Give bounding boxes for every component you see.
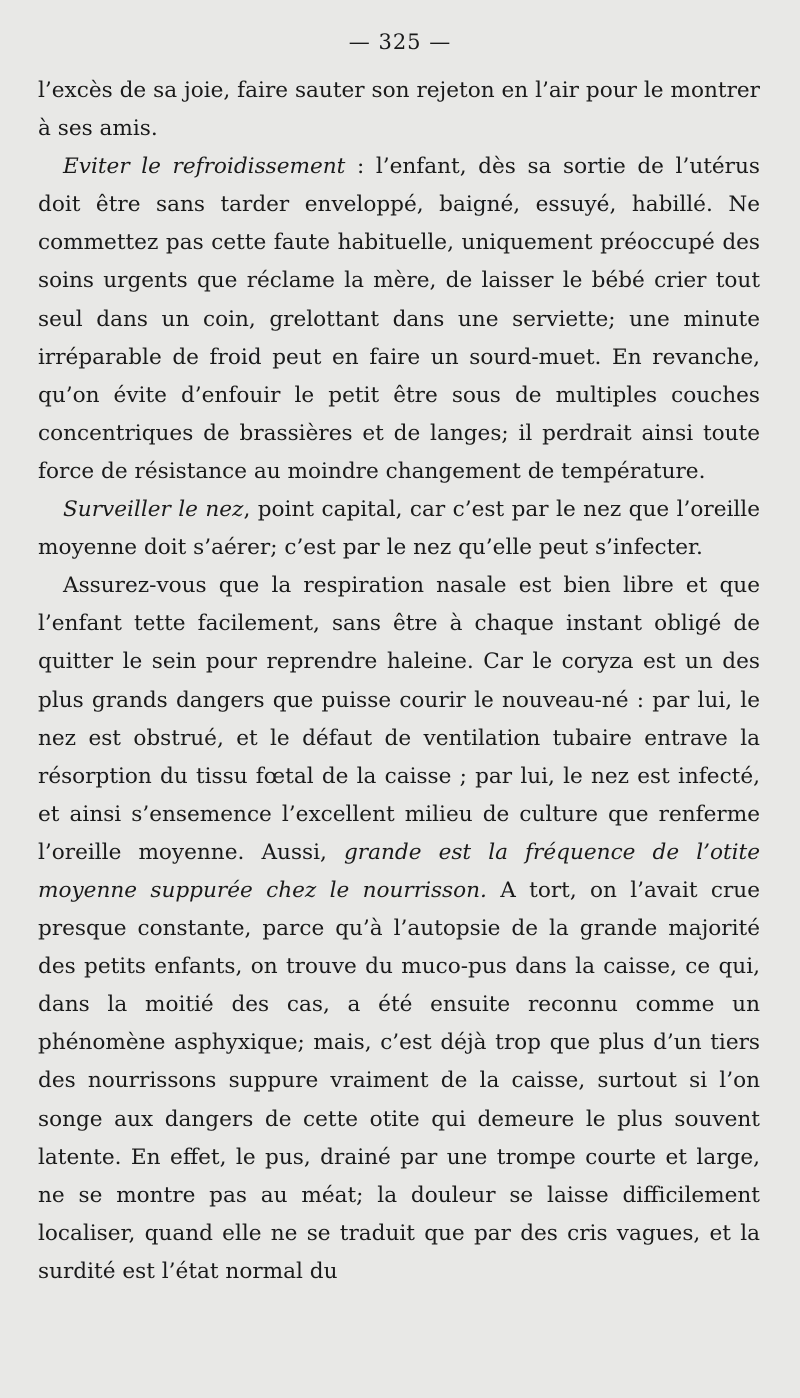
paragraph bbox=[38, 491, 760, 567]
paragraph-text: Assurez-vous que la respiration nasale est bien libre et que l’enfant tette facilement, sans être à chaque instant obligé de quitter le sein pour reprendre haleine. Car le coryza est un des plus grands dangers que puisse courir le nouveau-né : par lui, le nez est obstrué, et le défaut de ventilation tubaire entrave la résorption du tissu fœtal de la caisse ; par lui, le nez est infecté, et ainsi s’ensemence l’excellent milieu de culture que renferme l’oreille moyenne. Aussi, bbox=[38, 573, 760, 865]
page-number: — 325 — bbox=[348, 30, 452, 54]
paragraph-text: l’excès de sa joie, faire sauter son rejeton en l’air pour le montrer à ses amis. bbox=[38, 78, 760, 142]
paragraph bbox=[38, 72, 760, 148]
paragraph-text: A tort, on l’avait crue presque constante, parce qu’à l’autopsie de la grande majorité des petits enfants, on trouve du muco-pus dans la caisse, ce qui, dans la moitié des cas, a été ensuite reconnu comme un phénomène asphyxique; mais, c’est déjà trop que plus d’un tiers des nourrissons suppure vraiment de la caisse, surtout si l’on songe aux dangers de cette otite qui demeure le plus souvent latente. En effet, le pus, drainé par une trompe courte et large, ne se montre pas au méat; la douleur se laisse difficilement localiser, quand elle ne se traduit que par des cris vagues, et la surdité est l’état normal du bbox=[38, 877, 760, 1284]
italic-text: Eviter le refroidissement bbox=[63, 154, 346, 180]
italic-text: grande est la fréquence de l’otite moyenne suppurée chez le nourrisson. bbox=[38, 839, 761, 903]
paragraph bbox=[38, 148, 760, 491]
body-text bbox=[38, 72, 760, 1291]
paragraph bbox=[38, 567, 760, 1291]
italic-text: Surveiller le nez bbox=[63, 497, 244, 523]
paragraph-text: : l’enfant, dès sa sortie de l’utérus doit être sans tarder enveloppé, baigné, essuyé, habillé. Ne commettez pas cette faute habituelle, uniquement préoccupé des soins urgents que réclame la mère, de laisser le bébé crier tout seul dans un coin, grelottant dans une serviette; une minute irréparable de froid peut en faire un sourd-muet. En revanche, qu’on évite d’enfouir le petit être sous de multiples couches concentriques de brassières et de langes; il perdrait ainsi toute force de résistance au moindre changement de température. bbox=[38, 154, 760, 484]
paragraph-text: , point capital, car c’est par le nez que l’oreille moyenne doit s’aérer; c’est par le nez qu’elle peut s’infecter. bbox=[38, 497, 760, 561]
